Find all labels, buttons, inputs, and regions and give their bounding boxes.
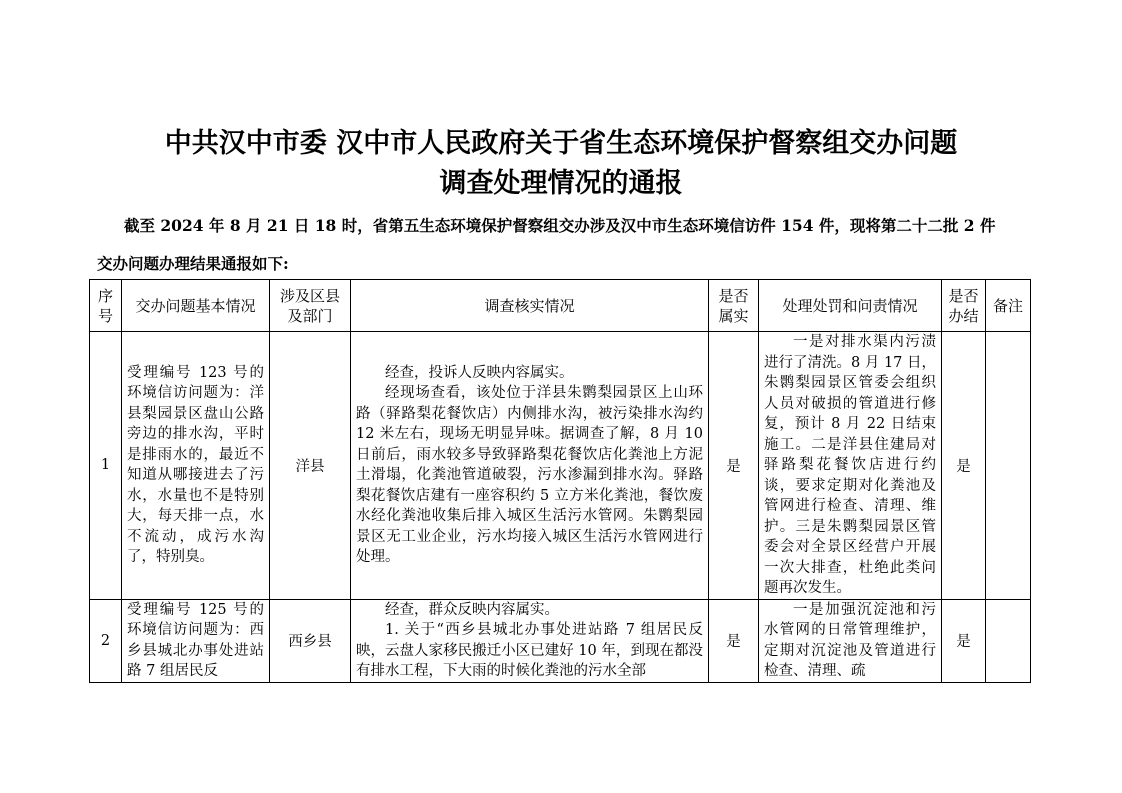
row-verified: 是 <box>709 332 759 600</box>
header-seq: 序号 <box>90 280 122 332</box>
intro-paragraph-line1: 截至 2024 年 8 月 21 日 18 时，省第五生态环境保护督察组交办涉及汉中市生态环境信访件 154 件，现将第二十二批 2 件 <box>124 216 996 235</box>
handling-text: 一是对排水渠内污渍进行了清洗。8 月 17 日，朱鹮梨园景区管委会组织人员对破损的管道进行修复，预计 8 月 22 日结束施工。二是洋县住建局对驿路梨花餐饮店进行约谈，要求定期对化粪池及管网进行检查、清理、维护。三是朱鹮梨园景区管委会对全景区经营户开展一次大排查，杜绝此类问题再次发生。 <box>764 334 937 596</box>
row-closed: 是 <box>942 599 986 682</box>
document-title-line1: 中共汉中市委 汉中市人民政府关于省生态环境保护督察组交办问题 <box>164 128 958 159</box>
row-remark <box>986 332 1031 600</box>
intro-paragraph-line2: 交办问题办理结果通报如下: <box>97 254 289 273</box>
row-handling <box>759 599 942 682</box>
header-investigation: 调查核实情况 <box>351 280 709 332</box>
header-closed: 是否办结 <box>942 280 986 332</box>
row-investigation <box>351 332 709 600</box>
header-department: 涉及区县及部门 <box>270 280 351 332</box>
header-verified: 是否属实 <box>709 280 759 332</box>
row-basic-situation: 受理编号 125 号的环境信访问题为：西乡县城北办事处进站路 7 组居民反 <box>122 599 270 682</box>
investigation-conclusion: 经查，群众反映内容属实。 <box>385 601 559 618</box>
row-seq: 1 <box>90 332 122 600</box>
table-header-row <box>90 280 1031 332</box>
investigation-conclusion: 经查，投诉人反映内容属实。 <box>385 364 574 381</box>
row-basic-situation: 受理编号 123 号的环境信访问题为：洋县梨园景区盘山公路旁边的排水沟，平时是排雨水的，最近不知道从哪接进去了污水，水量也不是特别大，每天排一点，水不流动，成污水沟了，特别臭。 <box>122 332 270 600</box>
row-investigation <box>351 599 709 682</box>
row-seq: 2 <box>90 599 122 682</box>
document-title-line2: 调查处理情况的通报 <box>439 168 683 199</box>
header-remark: 备注 <box>986 280 1031 332</box>
investigation-details: 经现场查看，该处位于洋县朱鹮梨园景区上山环路（驿路梨花餐饮店）内侧排水沟，被污染排水沟约 12 米左右，现场无明显异味。据调查了解，8 月 10 日前后，雨水较多导致驿路梨花餐饮店化粪池上方泥土滑塌，化粪池管道破裂，污水渗漏到排水沟。驿路梨花餐饮店建有一座容积约 5 立方米化粪池，餐饮废水经化粪池收集后排入城区生活污水管网。朱鹮梨园景区无工业企业，污水均接入城区生活污水管网进行处理。 <box>356 385 703 566</box>
table-row <box>90 599 1031 682</box>
report-table <box>89 279 1031 683</box>
row-remark <box>986 599 1031 682</box>
table-row <box>90 332 1031 600</box>
row-department: 洋县 <box>270 332 351 600</box>
header-basic-situation: 交办问题基本情况 <box>122 280 270 332</box>
handling-text: 一是加强沉淀池和污水管网的日常管理维护，定期对沉淀池及管道进行检查、清理、疏 <box>764 601 936 679</box>
row-department: 西乡县 <box>270 599 351 682</box>
row-closed: 是 <box>942 332 986 600</box>
investigation-details: 1. 关于“西乡县城北办事处进站路 7 组居民反映，云盘人家移民搬迁小区已建好 10 年，到现在都没有排水工程，下大雨的时候化粪池的污水全部 <box>356 622 703 679</box>
header-handling: 处理处罚和问责情况 <box>759 280 942 332</box>
row-verified: 是 <box>709 599 759 682</box>
row-handling <box>759 332 942 600</box>
